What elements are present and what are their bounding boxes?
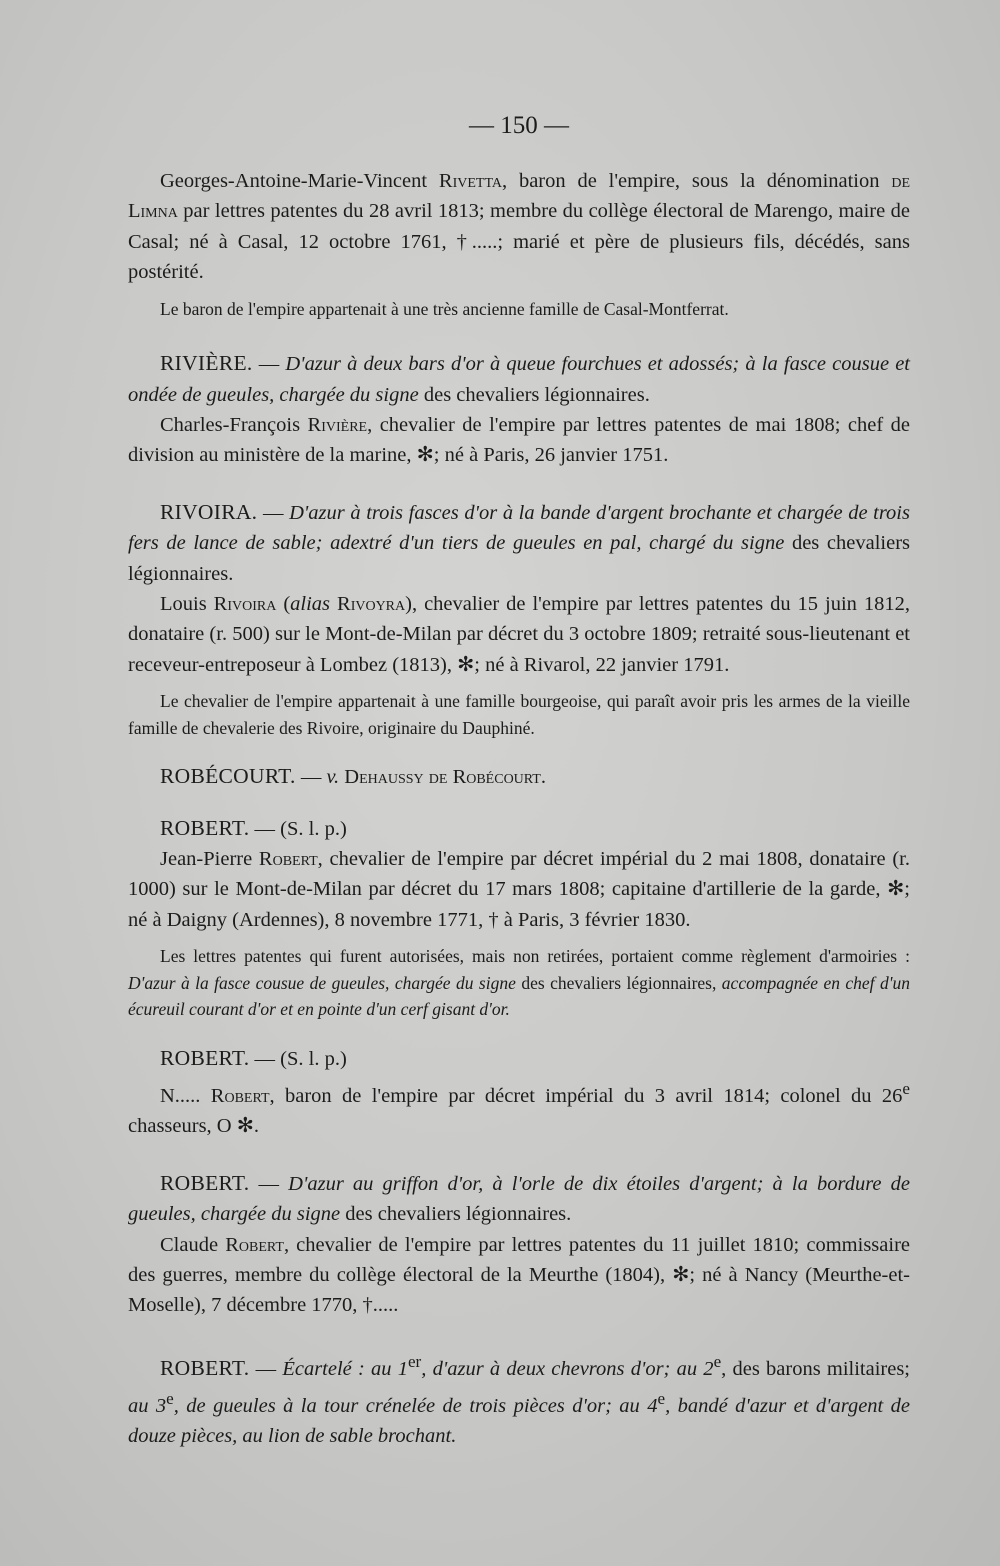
entry-riviere-paragraph: Charles-François Rivière, chevalier de l'empire par lettres patentes de mai 1808; chef de division au ministère de la marine, ✻; né à Paris, 26 janvier 1751. (128, 413, 911, 467)
entry-robecourt-heading: ROBÉCOURT. — v. Dehaussy de Robécourt. (160, 764, 546, 789)
entry-robert-4-heading: ROBERT. — Écartelé : au 1er, d'azur à deux chevrons d'or; au 2e, des barons militaires; au 3e, de gueules à la tour crénelée de trois pièces d'or; au 4e, bandé d'azur et d'argent de douze pièces, au lion de sable brochant. (128, 1351, 911, 1448)
entry-rivetta-note: Le baron de l'empire appartenait à une très ancienne famille de Casal-Montferrat. (160, 298, 729, 319)
entry-robert-1-heading: ROBERT. — (S. l. p.) (160, 815, 347, 840)
entry-riviere-heading: RIVIÈRE. — D'azur à deux bars d'or à queue fourchues et adossés; à la fasce cousue et ondée de gueules, chargée du signe des chevaliers légionnaires. (128, 351, 911, 406)
entry-robert-2-heading: ROBERT. — (S. l. p.) (160, 1045, 347, 1070)
page-number: — 150 — (469, 112, 569, 139)
entry-rivetta-paragraph: Georges-Antoine-Marie-Vincent Rivetta, baron de l'empire, sous la dénomination de Limna par lettres patentes du 28 avril 1813; membre du collège électoral de Marengo, maire de Casal; né à Casal, 12 octobre 1761, †.....; marié et père de plusieurs fils, décédés, sans postérité. (128, 170, 911, 284)
entry-robert-3-paragraph: Claude Robert, chevalier de l'empire par lettres patentes du 11 juillet 1810; commissaire des guerres, membre du collège électoral de la Meurthe (1804), ✻; né à Nancy (Meurthe-et-Moselle), 7 décembre 1770, †..... (128, 1233, 910, 1317)
entry-robert-3-heading: ROBERT. — D'azur au griffon d'or, à l'orle de dix étoiles d'argent; à la bordure de gueules, chargée du signe des chevaliers légionnaires. (128, 1170, 910, 1226)
entry-robert-2-paragraph: N..... Robert, baron de l'empire par décret impérial du 3 avril 1814; colonel du 26e chasseurs, O ✻. (128, 1079, 910, 1138)
entry-rivoira-paragraph: Louis Rivoira (alias Rivoyra), chevalier de l'empire par lettres patentes du 15 juin 1812, donataire (r. 500) sur le Mont-de-Milan par décret du 3 octobre 1809; retraité sous-lieutenant et receveur-entreposeur à Lombez (1813), ✻; né à Rivarol, 22 janvier 1791. (128, 592, 911, 676)
entry-robert-1-paragraph: Jean-Pierre Robert, chevalier de l'empire par décret impérial du 2 mai 1808, donataire (r. 1000) sur le Mont-de-Milan par décret du 17 mars 1808; capitaine d'artillerie de la garde, ✻; né à Daigny (Ardennes), 8 novembre 1771, † à Paris, 3 février 1830. (128, 848, 910, 931)
entry-rivoira-note: Le chevalier de l'empire appartenait à une famille bourgeoise, qui paraît avoir pris les armes de la vieille famille de chevalerie des Rivoire, originaire du Dauphiné. (128, 691, 910, 738)
entry-rivoira-heading: RIVOIRA. — D'azur à trois fasces d'or à la bande d'argent brochante et chargée de trois fers de lance de sable; adextré d'un tiers de gueules en pal, chargé du signe des chevaliers légionnaires. (128, 499, 910, 585)
entry-robert-1-note: Les lettres patentes qui furent autorisées, mais non retirées, portaient comme règlement d'armoiries : D'azur à la fasce cousue de gueules, chargée du signe des chevaliers légionnaires, accompagnée en chef d'un écureuil courant d'or et en pointe d'un cerf gisant d'or. (128, 946, 910, 1020)
page-text (128, 112, 910, 1452)
